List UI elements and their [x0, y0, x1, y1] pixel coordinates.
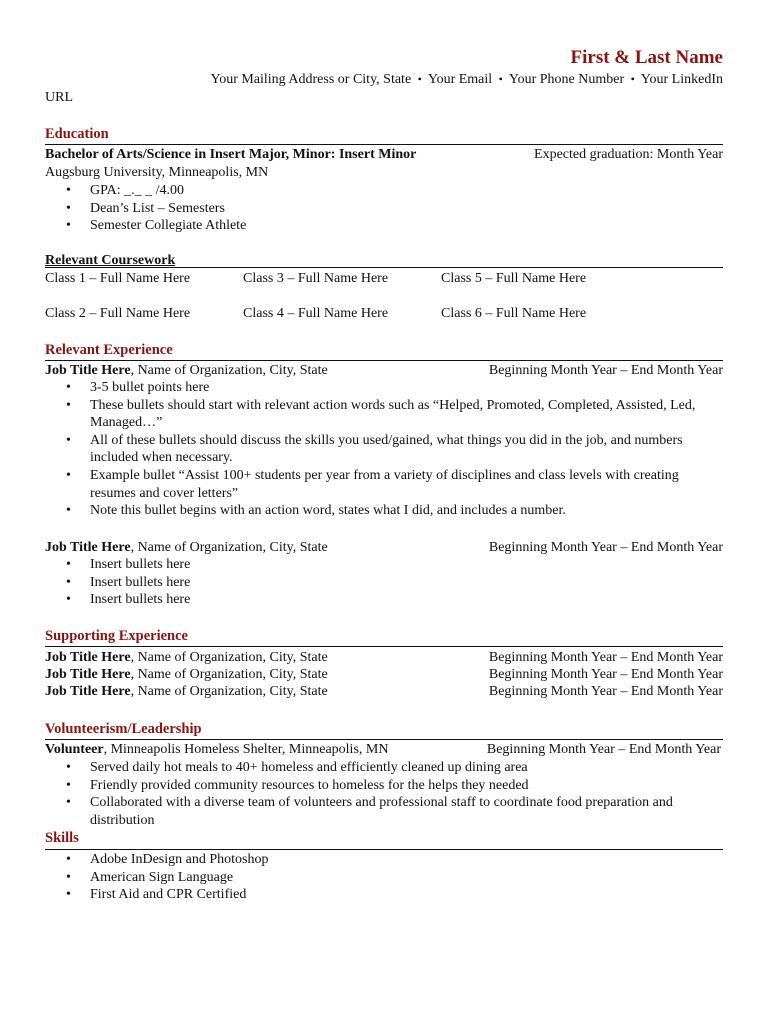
course-item: Class 4 – Full Name Here	[243, 306, 389, 321]
contact-separator: •	[417, 72, 422, 86]
course-item: Class 5 – Full Name Here	[441, 271, 587, 286]
school: Augsburg University, Minneapolis, MN	[45, 165, 269, 180]
job-dates: Beginning Month Year – End Month Year	[488, 540, 723, 555]
volunteer-bullets	[45, 759, 723, 829]
course-item: Class 2 – Full Name Here	[45, 306, 191, 321]
volunteer-dates: Beginning Month Year – End Month Year	[486, 742, 721, 757]
job-heading: Job Title Here, Name of Organization, City, State	[45, 540, 328, 555]
section-rule	[45, 849, 723, 850]
job-dates: Beginning Month Year – End Month Year	[488, 684, 723, 699]
job-bullets	[45, 379, 723, 520]
skills-bullets	[45, 851, 723, 904]
contact-address: Your Mailing Address or City, State	[210, 72, 412, 87]
list-item: • Note this bullet begins with an action word, states what I did, and includes a number.	[66, 503, 566, 519]
course-item: Class 3 – Full Name Here	[243, 271, 389, 286]
list-item: • Insert bullets here	[66, 574, 191, 590]
list-item: • American Sign Language	[66, 869, 234, 885]
section-title-relevant-experience: Relevant Experience	[45, 342, 173, 358]
job-heading: Job Title Here, Name of Organization, City, State	[45, 667, 328, 682]
contact-line	[210, 71, 723, 89]
job-heading: Job Title Here, Name of Organization, City, State	[45, 650, 328, 665]
contact-email: Your Email	[427, 72, 493, 87]
coursework-title: Relevant Coursework	[45, 253, 176, 268]
job-heading: Job Title Here, Name of Organization, City, State	[45, 684, 328, 699]
section-rule	[45, 144, 723, 145]
job-dates: Beginning Month Year – End Month Year	[488, 363, 723, 378]
list-item: • Collaborated with a diverse team of volunteers and professional staff to coordinate food preparation and distribution	[66, 795, 673, 828]
job-dates: Beginning Month Year – End Month Year	[488, 667, 723, 682]
degree: Bachelor of Arts/Science in Insert Major, Minor: Insert Minor	[45, 147, 417, 162]
list-item: • Example bullet “Assist 100+ students per year from a variety of disciplines and class levels with creating resumes and cover letters”	[66, 467, 679, 501]
section-title-supporting-experience: Supporting Experience	[45, 628, 188, 644]
list-item: • 3-5 bullet points here	[66, 380, 210, 395]
contact-separator: •	[498, 72, 503, 86]
contact-phone: Your Phone Number	[508, 72, 625, 87]
list-item: • Served daily hot meals to 40+ homeless and efficiently cleaned up dining area	[66, 760, 528, 775]
list-item: • Dean’s List – Semesters	[66, 200, 225, 216]
education-bullets	[45, 182, 723, 235]
list-item: • Friendly provided community resources to homeless for the helps they needed	[66, 777, 529, 793]
section-rule	[45, 646, 723, 647]
resume-name: First & Last Name	[570, 47, 723, 68]
section-rule	[45, 360, 723, 361]
list-item: • Insert bullets here	[66, 592, 191, 608]
job-heading: Job Title Here, Name of Organization, City, State	[45, 363, 328, 378]
job-dates: Beginning Month Year – End Month Year	[488, 650, 723, 665]
course-item: Class 6 – Full Name Here	[441, 306, 587, 321]
volunteer-heading: Volunteer, Minneapolis Homeless Shelter, Minneapolis, MN	[45, 742, 389, 757]
section-rule	[45, 739, 723, 740]
contact-linkedin-url: URL	[45, 90, 73, 105]
list-item: • Adobe InDesign and Photoshop	[66, 852, 269, 867]
list-item: • All of these bullets should discuss the skills you used/gained, what things you did in the job, and numbers included when necessary.	[66, 432, 683, 466]
section-title-education: Education	[45, 126, 109, 142]
list-item: • Insert bullets here	[66, 557, 191, 572]
coursework-rule	[45, 267, 723, 268]
contact-linkedin: Your LinkedIn	[640, 72, 723, 87]
list-item: • Semester Collegiate Athlete	[66, 218, 247, 234]
section-title-volunteerism: Volunteerism/Leadership	[45, 721, 202, 737]
contact-separator: •	[630, 72, 635, 86]
section-title-skills: Skills	[45, 830, 79, 846]
job-bullets	[45, 556, 723, 609]
course-item: Class 1 – Full Name Here	[45, 271, 191, 286]
list-item: • First Aid and CPR Certified	[66, 887, 247, 903]
list-item: • These bullets should start with relevant action words such as “Helped, Promoted, Completed, Assisted, Led, Managed…”	[66, 397, 696, 431]
graduation-date: Expected graduation: Month Year	[534, 147, 723, 162]
list-item: • GPA: _._ _ /4.00	[66, 183, 185, 198]
